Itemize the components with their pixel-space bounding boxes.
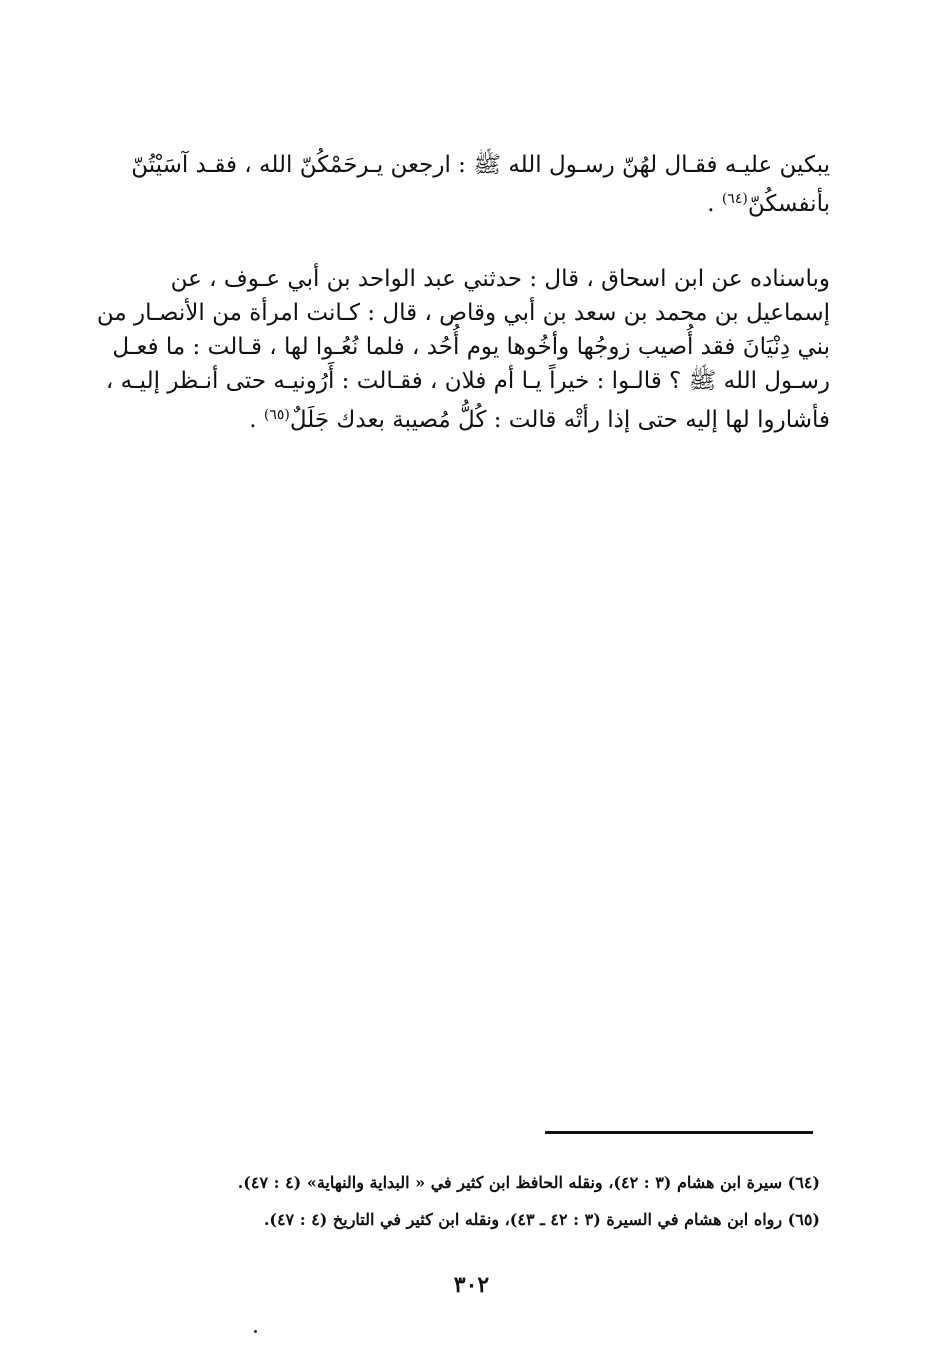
footnotes xyxy=(180,1164,820,1238)
footnote-65: (٦٥) رواه ابن هشام في السيرة (٣ : ٤٢ ـ ٤٣)، ونقله ابن كثير في التاريخ (٤ : ٤٧). xyxy=(263,1210,820,1229)
paragraph-1-line-2 xyxy=(95,182,830,221)
paragraph-2-line-2: إسماعيل بن محمد بن سعد بن أبي وقاص ، قال : كـانت امرأة من الأنصـار من xyxy=(96,300,830,326)
footnote-ref-64: (٦٤) xyxy=(721,191,748,207)
footnote-divider xyxy=(545,1131,813,1134)
paragraph-1-tail: . xyxy=(707,191,722,217)
paragraph-2-line-5-text: فأشاروا لها إليه حتى إذا رأتْه قالت : كُلُّ مُصيبة بعدك جَلَلٌ xyxy=(289,407,830,433)
paragraph-2-line-1: وباسناده عن ابن اسحاق ، قال : حدثني عبد الواحد بن أبي عـوف ، عن xyxy=(170,266,830,292)
paragraph-1-line-1: يبكين عليـه فقـال لهُنّ رسـول الله ﷺ : ارجعن يـرحَمْكُنّ الله ، فقـد آسَيْتُنّ xyxy=(131,152,830,178)
scan-speck xyxy=(254,1330,257,1333)
paragraph-2 xyxy=(95,262,830,437)
page-number: ٣٠٢ xyxy=(453,1272,490,1298)
paragraph-2-line-4: رسـول الله ﷺ ؟ قالـوا : خيراً يـا أم فلان ، فقـالت : أَرُونيـه حتى أنـظر إليـه ، xyxy=(105,368,830,394)
paragraph-2-tail: . xyxy=(249,407,264,433)
paragraph-1 xyxy=(95,148,830,221)
paragraph-1-line-2-text: بأنفسكُنّ xyxy=(747,191,830,217)
paragraph-2-line-5 xyxy=(95,398,830,437)
footnote-ref-65: (٦٥) xyxy=(263,407,290,423)
paragraph-2-line-3: بني دِنْيَانَ فقد أُصيب زوجُها وأخُوها يوم أُحُد ، فلما نُعُـوا لها ، قـالت : ما فعـل xyxy=(112,334,830,360)
footnote-64: (٦٤) سيرة ابن هشام (٣ : ٤٢)، ونقله الحافظ ابن كثير في « البداية والنهاية» (٤ : ٤٧). xyxy=(237,1173,820,1192)
